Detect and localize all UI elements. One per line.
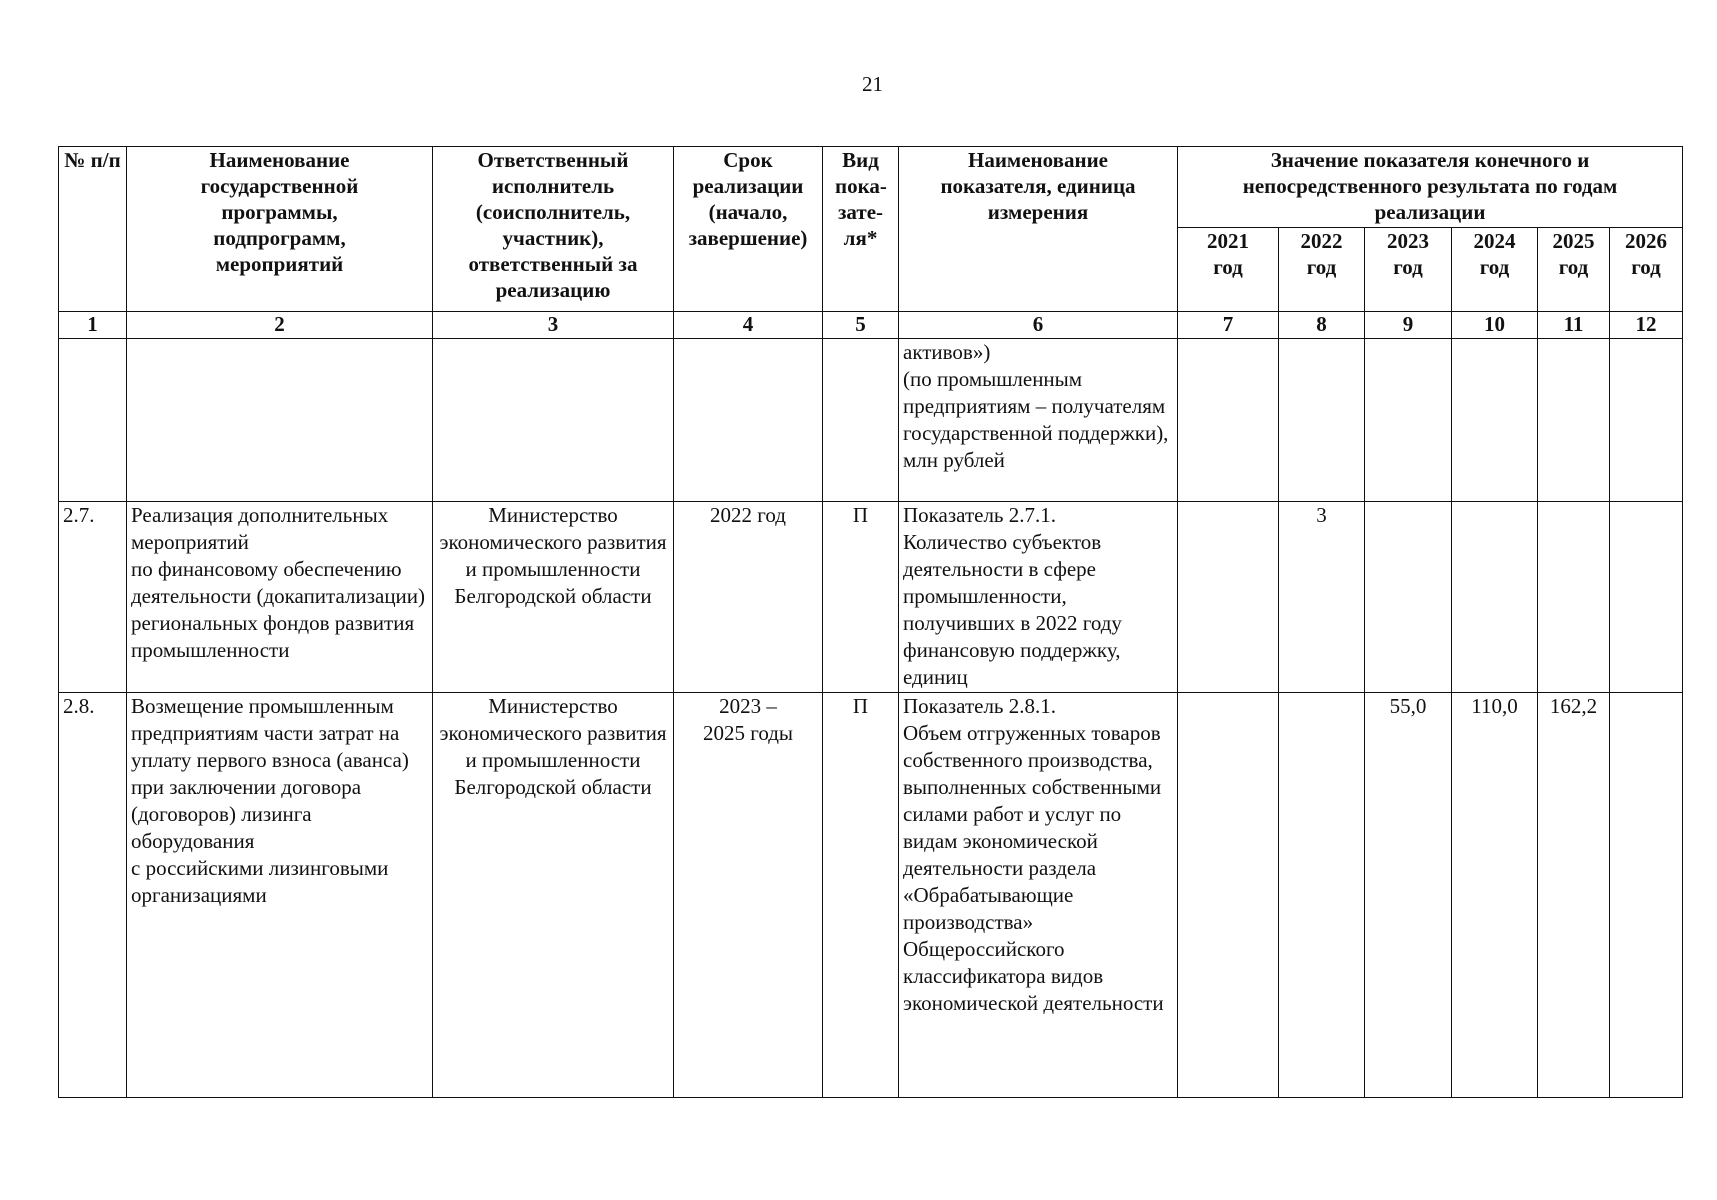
- header-num: № п/п: [59, 147, 127, 312]
- header-year: 2023 год: [1365, 228, 1452, 312]
- header-row: [59, 147, 1683, 228]
- row-program: Реализация дополнительных мероприятий по финансовому обеспечению деятельности (докапитализации) региональных фондов развития промышленности: [127, 502, 433, 693]
- header-period: Срок реализации (начало, завершение): [674, 147, 823, 312]
- row-num: 2.7.: [59, 502, 127, 693]
- row-value-2025: [1538, 502, 1610, 693]
- row-value-2022: [1279, 693, 1365, 1098]
- row-period: 2023 – 2025 годы: [674, 693, 823, 1098]
- row-value-2023: 55,0: [1365, 693, 1452, 1098]
- row-period: 2022 год: [674, 502, 823, 693]
- row-num: 2.8.: [59, 693, 127, 1098]
- header-year: 2025 год: [1538, 228, 1610, 312]
- row-program: [127, 339, 433, 502]
- row-value-2023: [1365, 339, 1452, 502]
- header-type: Вид пока-зате-ля*: [823, 147, 899, 312]
- row-value-2023: [1365, 502, 1452, 693]
- row-value-2026: [1610, 339, 1683, 502]
- row-num: [59, 339, 127, 502]
- column-number: 1: [59, 312, 127, 339]
- header-year: 2026 год: [1610, 228, 1683, 312]
- header-executor: Ответственный исполнитель (соисполнитель, участник), ответственный за реализацию: [433, 147, 674, 312]
- table-row: [59, 502, 1683, 693]
- column-number: 11: [1538, 312, 1610, 339]
- program-table: [58, 146, 1683, 1098]
- row-period: [674, 339, 823, 502]
- header-year: 2024 год: [1452, 228, 1538, 312]
- column-number: 3: [433, 312, 674, 339]
- column-number: 6: [899, 312, 1178, 339]
- row-value-2026: [1610, 693, 1683, 1098]
- column-number: 10: [1452, 312, 1538, 339]
- header-year: 2022 год: [1279, 228, 1365, 312]
- column-number: 2: [127, 312, 433, 339]
- row-value-2022: [1279, 339, 1365, 502]
- row-value-2022: 3: [1279, 502, 1365, 693]
- row-indicator: активов») (по промышленным предприятиям – получателям государственной поддержки), млн рублей: [899, 339, 1178, 502]
- row-executor: Министерство экономического развития и промышленности Белгородской области: [433, 502, 674, 693]
- row-type: П: [823, 502, 899, 693]
- row-value-2024: [1452, 502, 1538, 693]
- row-value-2021: [1178, 693, 1279, 1098]
- row-executor: Министерство экономического развития и промышленности Белгородской области: [433, 693, 674, 1098]
- row-executor: [433, 339, 674, 502]
- row-value-2025: 162,2: [1538, 693, 1610, 1098]
- column-number: 5: [823, 312, 899, 339]
- row-value-2026: [1610, 502, 1683, 693]
- row-value-2021: [1178, 339, 1279, 502]
- column-number: 9: [1365, 312, 1452, 339]
- row-indicator: Показатель 2.8.1. Объем отгруженных товаров собственного производства, выполненных собственными силами работ и услуг по видам экономической деятельности раздела «Обрабатывающие производства» Общероссийского классификатора видов экономической деятельности: [899, 693, 1178, 1098]
- row-value-2021: [1178, 502, 1279, 693]
- header-values-group: Значение показателя конечного и непосредственного результата по годам реализации: [1178, 147, 1683, 228]
- header-program: Наименование государственной программы, подпрограмм, мероприятий: [127, 147, 433, 312]
- page-number: 21: [862, 72, 883, 96]
- column-number: 12: [1610, 312, 1683, 339]
- header-indicator: Наименование показателя, единица измерения: [899, 147, 1178, 312]
- table-row: [59, 693, 1683, 1098]
- row-value-2024: [1452, 339, 1538, 502]
- row-type: [823, 339, 899, 502]
- row-type: П: [823, 693, 899, 1098]
- row-program: Возмещение промышленным предприятиям части затрат на уплату первого взноса (аванса) при заключении договора (договоров) лизинга оборудования с российскими лизинговыми организациями: [127, 693, 433, 1098]
- column-number: 7: [1178, 312, 1279, 339]
- row-indicator: Показатель 2.7.1. Количество субъектов деятельности в сфере промышленности, получивших в 2022 году финансовую поддержку, единиц: [899, 502, 1178, 693]
- row-value-2025: [1538, 339, 1610, 502]
- row-value-2024: 110,0: [1452, 693, 1538, 1098]
- column-number: 8: [1279, 312, 1365, 339]
- header-year: 2021 год: [1178, 228, 1279, 312]
- column-numbers-row: [59, 312, 1683, 339]
- column-number: 4: [674, 312, 823, 339]
- table-row: [59, 339, 1683, 502]
